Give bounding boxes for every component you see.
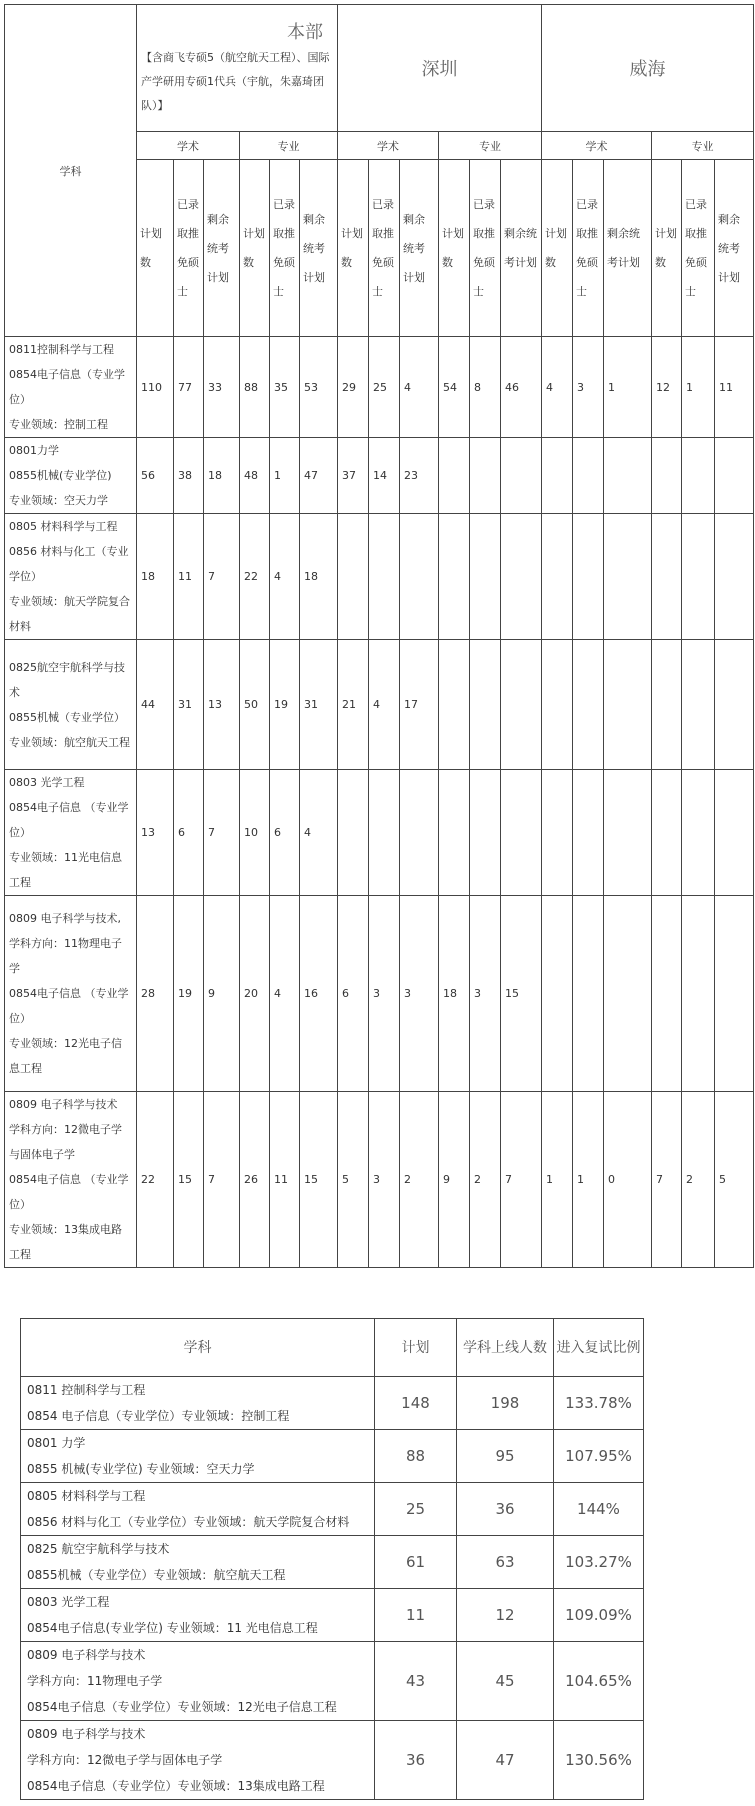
value-cell: 48 bbox=[240, 438, 270, 514]
col-plan-header: 计划数 bbox=[240, 160, 270, 337]
retest-ratio-value: 107.95% bbox=[554, 1430, 644, 1483]
subject-line: 0801力学 bbox=[9, 444, 59, 457]
subject-line: 0854电子信息 （专业学位） bbox=[9, 987, 129, 1025]
value-cell: 17 bbox=[400, 640, 439, 770]
subject-line: 学科方向：12微电子学与固体电子学 bbox=[9, 1123, 122, 1161]
value-cell bbox=[682, 514, 715, 640]
type-academic: 学术 bbox=[542, 132, 652, 160]
value-cell: 1 bbox=[573, 1092, 604, 1268]
campus-header-shenzhen: 深圳 bbox=[338, 5, 542, 132]
value-cell bbox=[400, 770, 439, 896]
col-admitted-header: 已录取推免硕士 bbox=[682, 160, 715, 337]
online-count-value: 36 bbox=[457, 1483, 554, 1536]
value-cell bbox=[715, 770, 754, 896]
value-cell bbox=[369, 770, 400, 896]
table-row bbox=[21, 1377, 644, 1430]
subject-line: 学科方向：12微电子学与固体电子学 bbox=[27, 1753, 223, 1767]
value-cell bbox=[400, 514, 439, 640]
subject-line: 专业领域：13集成电路工程 bbox=[9, 1223, 122, 1261]
value-cell bbox=[470, 770, 501, 896]
table-row bbox=[21, 1721, 644, 1800]
header-subject: 学科 bbox=[21, 1319, 375, 1377]
subject-line: 0811控制科学与工程 bbox=[9, 343, 114, 356]
value-cell bbox=[338, 514, 369, 640]
subject-cell bbox=[21, 1589, 375, 1642]
value-cell bbox=[501, 640, 542, 770]
value-cell: 15 bbox=[174, 1092, 204, 1268]
value-cell: 19 bbox=[270, 640, 300, 770]
subject-line: 0805 材料科学与工程 bbox=[9, 520, 118, 533]
plan-value: 36 bbox=[375, 1721, 457, 1800]
col-admitted-header: 已录取推免硕士 bbox=[369, 160, 400, 337]
value-cell: 18 bbox=[137, 514, 174, 640]
value-cell: 29 bbox=[338, 337, 369, 438]
value-cell: 53 bbox=[300, 337, 338, 438]
value-cell: 12 bbox=[652, 337, 682, 438]
plan-value: 11 bbox=[375, 1589, 457, 1642]
value-cell: 22 bbox=[137, 1092, 174, 1268]
subject-cell bbox=[5, 337, 137, 438]
value-cell: 18 bbox=[204, 438, 240, 514]
value-cell: 7 bbox=[204, 770, 240, 896]
retest-ratio-value: 104.65% bbox=[554, 1642, 644, 1721]
value-cell: 28 bbox=[137, 896, 174, 1092]
subject-cell bbox=[21, 1642, 375, 1721]
value-cell bbox=[439, 514, 470, 640]
plan-value: 25 bbox=[375, 1483, 457, 1536]
col-plan-header: 计划数 bbox=[542, 160, 573, 337]
value-cell bbox=[542, 514, 573, 640]
col-admitted-header: 已录取推免硕士 bbox=[470, 160, 501, 337]
value-cell: 16 bbox=[300, 896, 338, 1092]
value-cell bbox=[573, 438, 604, 514]
header-online-count: 学科上线人数 bbox=[457, 1319, 554, 1377]
value-cell bbox=[652, 514, 682, 640]
value-cell bbox=[573, 896, 604, 1092]
subject-line: 学科方向：11物理电子学 bbox=[9, 937, 122, 975]
subject-line: 0809 电子科学与技术 bbox=[9, 1098, 118, 1111]
value-cell: 4 bbox=[270, 514, 300, 640]
subject-cell bbox=[5, 438, 137, 514]
value-cell: 19 bbox=[174, 896, 204, 1092]
value-cell: 15 bbox=[501, 896, 542, 1092]
col-admitted-header: 已录取推免硕士 bbox=[174, 160, 204, 337]
value-cell bbox=[369, 514, 400, 640]
subject-line: 0803 光学工程 bbox=[9, 776, 85, 789]
subject-cell bbox=[5, 770, 137, 896]
value-cell: 14 bbox=[369, 438, 400, 514]
subject-line: 0811 控制科学与工程 bbox=[27, 1383, 146, 1397]
value-cell: 7 bbox=[204, 514, 240, 640]
value-cell: 110 bbox=[137, 337, 174, 438]
value-cell: 50 bbox=[240, 640, 270, 770]
col-admitted-header: 已录取推免硕士 bbox=[573, 160, 604, 337]
value-cell: 7 bbox=[204, 1092, 240, 1268]
value-cell: 20 bbox=[240, 896, 270, 1092]
value-cell bbox=[573, 640, 604, 770]
table-row bbox=[5, 514, 754, 640]
value-cell: 8 bbox=[470, 337, 501, 438]
subject-line: 专业领域：航空航天工程 bbox=[9, 735, 130, 749]
online-count-value: 63 bbox=[457, 1536, 554, 1589]
retest-ratio-value: 133.78% bbox=[554, 1377, 644, 1430]
table-row bbox=[21, 1642, 644, 1721]
value-cell: 38 bbox=[174, 438, 204, 514]
campus-note-hq: 【含商飞专硕5（航空航天工程）、国际产学研用专硕1代兵（宇航，朱嘉琦团队）】 bbox=[141, 51, 330, 112]
value-cell bbox=[652, 770, 682, 896]
value-cell: 11 bbox=[715, 337, 754, 438]
table-row bbox=[5, 770, 754, 896]
value-cell bbox=[542, 640, 573, 770]
value-cell: 9 bbox=[204, 896, 240, 1092]
value-cell bbox=[682, 438, 715, 514]
value-cell: 13 bbox=[137, 770, 174, 896]
value-cell: 10 bbox=[240, 770, 270, 896]
online-count-value: 198 bbox=[457, 1377, 554, 1430]
value-cell: 23 bbox=[400, 438, 439, 514]
subject-line: 专业领域：11光电信息工程 bbox=[9, 851, 122, 889]
online-count-value: 12 bbox=[457, 1589, 554, 1642]
subject-line: 0855 机械(专业学位) 专业领域：空天力学 bbox=[27, 1462, 255, 1476]
subject-line: 0803 光学工程 bbox=[27, 1595, 110, 1609]
table-row bbox=[21, 1483, 644, 1536]
retest-ratio-table bbox=[20, 1318, 644, 1800]
value-cell: 7 bbox=[652, 1092, 682, 1268]
value-cell bbox=[573, 514, 604, 640]
value-cell: 46 bbox=[501, 337, 542, 438]
plan-value: 61 bbox=[375, 1536, 457, 1589]
value-cell bbox=[501, 514, 542, 640]
subject-line: 0856 材料与化工（专业学位） bbox=[9, 545, 129, 583]
value-cell: 31 bbox=[174, 640, 204, 770]
subject-line: 0855机械（专业学位）专业领域：航空航天工程 bbox=[27, 1568, 286, 1582]
value-cell bbox=[682, 896, 715, 1092]
value-cell bbox=[715, 514, 754, 640]
value-cell bbox=[682, 770, 715, 896]
header-plan: 计划 bbox=[375, 1319, 457, 1377]
table-row bbox=[5, 896, 754, 1092]
value-cell: 1 bbox=[542, 1092, 573, 1268]
subject-line: 专业领域：12光电子信息工程 bbox=[9, 1037, 122, 1075]
subject-cell bbox=[21, 1536, 375, 1589]
table-row bbox=[21, 1430, 644, 1483]
subject-line: 0854电子信息 （专业学位） bbox=[9, 1173, 129, 1211]
subject-header: 学科 bbox=[5, 5, 137, 337]
value-cell: 77 bbox=[174, 337, 204, 438]
col-plan-header: 计划数 bbox=[338, 160, 369, 337]
value-cell: 9 bbox=[439, 1092, 470, 1268]
subject-line: 0809 电子科学与技术 bbox=[27, 1727, 146, 1741]
retest-ratio-value: 130.56% bbox=[554, 1721, 644, 1800]
value-cell: 15 bbox=[300, 1092, 338, 1268]
value-cell bbox=[652, 438, 682, 514]
subject-line: 0854 电子信息（专业学位）专业领域：控制工程 bbox=[27, 1409, 290, 1423]
value-cell: 88 bbox=[240, 337, 270, 438]
plan-value: 148 bbox=[375, 1377, 457, 1430]
online-count-value: 45 bbox=[457, 1642, 554, 1721]
campus-header-weihai: 威海 bbox=[542, 5, 754, 132]
col-plan-header: 计划数 bbox=[439, 160, 470, 337]
value-cell bbox=[715, 438, 754, 514]
subject-line: 0825 航空宇航科学与技术 bbox=[27, 1542, 170, 1556]
value-cell: 2 bbox=[400, 1092, 439, 1268]
value-cell: 4 bbox=[300, 770, 338, 896]
subject-cell bbox=[21, 1377, 375, 1430]
value-cell: 7 bbox=[501, 1092, 542, 1268]
value-cell: 4 bbox=[369, 640, 400, 770]
col-plan-header: 计划数 bbox=[137, 160, 174, 337]
type-professional: 专业 bbox=[439, 132, 542, 160]
value-cell: 22 bbox=[240, 514, 270, 640]
admission-plan-table bbox=[4, 4, 754, 1268]
col-remaining-header: 剩余统考计划 bbox=[715, 160, 754, 337]
value-cell: 25 bbox=[369, 337, 400, 438]
value-cell bbox=[439, 640, 470, 770]
subject-cell bbox=[21, 1721, 375, 1800]
col-admitted-header: 已录取推免硕士 bbox=[270, 160, 300, 337]
value-cell: 6 bbox=[174, 770, 204, 896]
subject-line: 0855机械(专业学位) bbox=[9, 469, 112, 482]
header-retest-ratio: 进入复试比例 bbox=[554, 1319, 644, 1377]
value-cell: 4 bbox=[270, 896, 300, 1092]
subject-line: 专业领域：空天力学 bbox=[9, 494, 108, 507]
type-professional: 专业 bbox=[240, 132, 338, 160]
subject-cell bbox=[5, 1092, 137, 1268]
subject-line: 专业领域：控制工程 bbox=[9, 418, 108, 431]
value-cell: 3 bbox=[573, 337, 604, 438]
value-cell bbox=[682, 640, 715, 770]
value-cell: 1 bbox=[604, 337, 652, 438]
subject-line: 0856 材料与化工（专业学位）专业领域：航天学院复合材料 bbox=[27, 1515, 350, 1529]
subject-line: 0854电子信息(专业学位) 专业领域：11 光电信息工程 bbox=[27, 1621, 318, 1635]
value-cell: 5 bbox=[338, 1092, 369, 1268]
subject-cell bbox=[5, 640, 137, 770]
subject-line: 0854电子信息 （专业学位） bbox=[9, 801, 129, 839]
value-cell: 18 bbox=[439, 896, 470, 1092]
value-cell bbox=[501, 438, 542, 514]
value-cell: 6 bbox=[338, 896, 369, 1092]
value-cell: 11 bbox=[270, 1092, 300, 1268]
value-cell bbox=[604, 640, 652, 770]
value-cell: 47 bbox=[300, 438, 338, 514]
subject-cell bbox=[5, 896, 137, 1092]
value-cell: 1 bbox=[270, 438, 300, 514]
value-cell: 26 bbox=[240, 1092, 270, 1268]
value-cell: 33 bbox=[204, 337, 240, 438]
value-cell bbox=[542, 896, 573, 1092]
retest-ratio-value: 144% bbox=[554, 1483, 644, 1536]
col-plan-header: 计划数 bbox=[652, 160, 682, 337]
value-cell: 44 bbox=[137, 640, 174, 770]
subject-line: 0801 力学 bbox=[27, 1436, 86, 1450]
subject-line: 0809 电子科学与技术 bbox=[27, 1648, 146, 1662]
value-cell bbox=[715, 896, 754, 1092]
type-professional: 专业 bbox=[652, 132, 754, 160]
value-cell: 2 bbox=[470, 1092, 501, 1268]
value-cell: 5 bbox=[715, 1092, 754, 1268]
value-cell bbox=[604, 770, 652, 896]
type-academic: 学术 bbox=[338, 132, 439, 160]
value-cell bbox=[501, 770, 542, 896]
value-cell bbox=[573, 770, 604, 896]
value-cell: 0 bbox=[604, 1092, 652, 1268]
value-cell bbox=[604, 438, 652, 514]
subject-line: 0809 电子科学与技术, bbox=[9, 912, 121, 925]
subject-cell bbox=[21, 1430, 375, 1483]
value-cell: 11 bbox=[174, 514, 204, 640]
type-academic: 学术 bbox=[137, 132, 240, 160]
value-cell: 6 bbox=[270, 770, 300, 896]
value-cell bbox=[439, 770, 470, 896]
subject-line: 专业领域：航天学院复合材料 bbox=[9, 595, 130, 633]
plan-value: 88 bbox=[375, 1430, 457, 1483]
table-row bbox=[21, 1589, 644, 1642]
online-count-value: 47 bbox=[457, 1721, 554, 1800]
table-row bbox=[5, 640, 754, 770]
value-cell: 3 bbox=[369, 1092, 400, 1268]
value-cell: 13 bbox=[204, 640, 240, 770]
value-cell: 56 bbox=[137, 438, 174, 514]
value-cell bbox=[604, 896, 652, 1092]
subject-line: 0854电子信息（专业学位） bbox=[9, 368, 125, 406]
retest-ratio-value: 103.27% bbox=[554, 1536, 644, 1589]
value-cell bbox=[470, 514, 501, 640]
value-cell bbox=[542, 438, 573, 514]
subject-line: 0805 材料科学与工程 bbox=[27, 1489, 146, 1503]
campus-header-hq bbox=[137, 5, 338, 132]
subject-cell bbox=[5, 514, 137, 640]
value-cell bbox=[542, 770, 573, 896]
value-cell: 3 bbox=[400, 896, 439, 1092]
value-cell bbox=[470, 640, 501, 770]
subject-cell bbox=[21, 1483, 375, 1536]
table-row bbox=[5, 1092, 754, 1268]
col-remaining-header: 剩余统考计划 bbox=[604, 160, 652, 337]
table-row bbox=[5, 337, 754, 438]
value-cell: 21 bbox=[338, 640, 369, 770]
value-cell bbox=[604, 514, 652, 640]
table-row bbox=[21, 1536, 644, 1589]
value-cell: 35 bbox=[270, 337, 300, 438]
online-count-value: 95 bbox=[457, 1430, 554, 1483]
table-row bbox=[5, 438, 754, 514]
value-cell bbox=[652, 896, 682, 1092]
plan-value: 43 bbox=[375, 1642, 457, 1721]
value-cell bbox=[652, 640, 682, 770]
col-remaining-header: 剩余统考计划 bbox=[400, 160, 439, 337]
col-remaining-header: 剩余统考计划 bbox=[204, 160, 240, 337]
value-cell: 2 bbox=[682, 1092, 715, 1268]
value-cell: 3 bbox=[470, 896, 501, 1092]
value-cell: 18 bbox=[300, 514, 338, 640]
value-cell: 1 bbox=[682, 337, 715, 438]
col-remaining-header: 剩余统考计划 bbox=[501, 160, 542, 337]
value-cell bbox=[715, 640, 754, 770]
value-cell bbox=[338, 770, 369, 896]
value-cell bbox=[470, 438, 501, 514]
subject-line: 0825航空宇航科学与技术 bbox=[9, 660, 125, 699]
subject-line: 学科方向：11物理电子学 bbox=[27, 1674, 163, 1688]
value-cell: 54 bbox=[439, 337, 470, 438]
value-cell: 4 bbox=[542, 337, 573, 438]
subject-line: 0854电子信息（专业学位）专业领域：13集成电路工程 bbox=[27, 1779, 325, 1793]
value-cell: 4 bbox=[400, 337, 439, 438]
value-cell: 37 bbox=[338, 438, 369, 514]
value-cell bbox=[439, 438, 470, 514]
subject-line: 0854电子信息（专业学位）专业领域：12光电子信息工程 bbox=[27, 1700, 337, 1714]
retest-ratio-value: 109.09% bbox=[554, 1589, 644, 1642]
subject-line: 0855机械（专业学位） bbox=[9, 710, 125, 724]
col-remaining-header: 剩余统考计划 bbox=[300, 160, 338, 337]
value-cell: 3 bbox=[369, 896, 400, 1092]
campus-name-hq: 本部 bbox=[287, 22, 323, 43]
value-cell: 31 bbox=[300, 640, 338, 770]
